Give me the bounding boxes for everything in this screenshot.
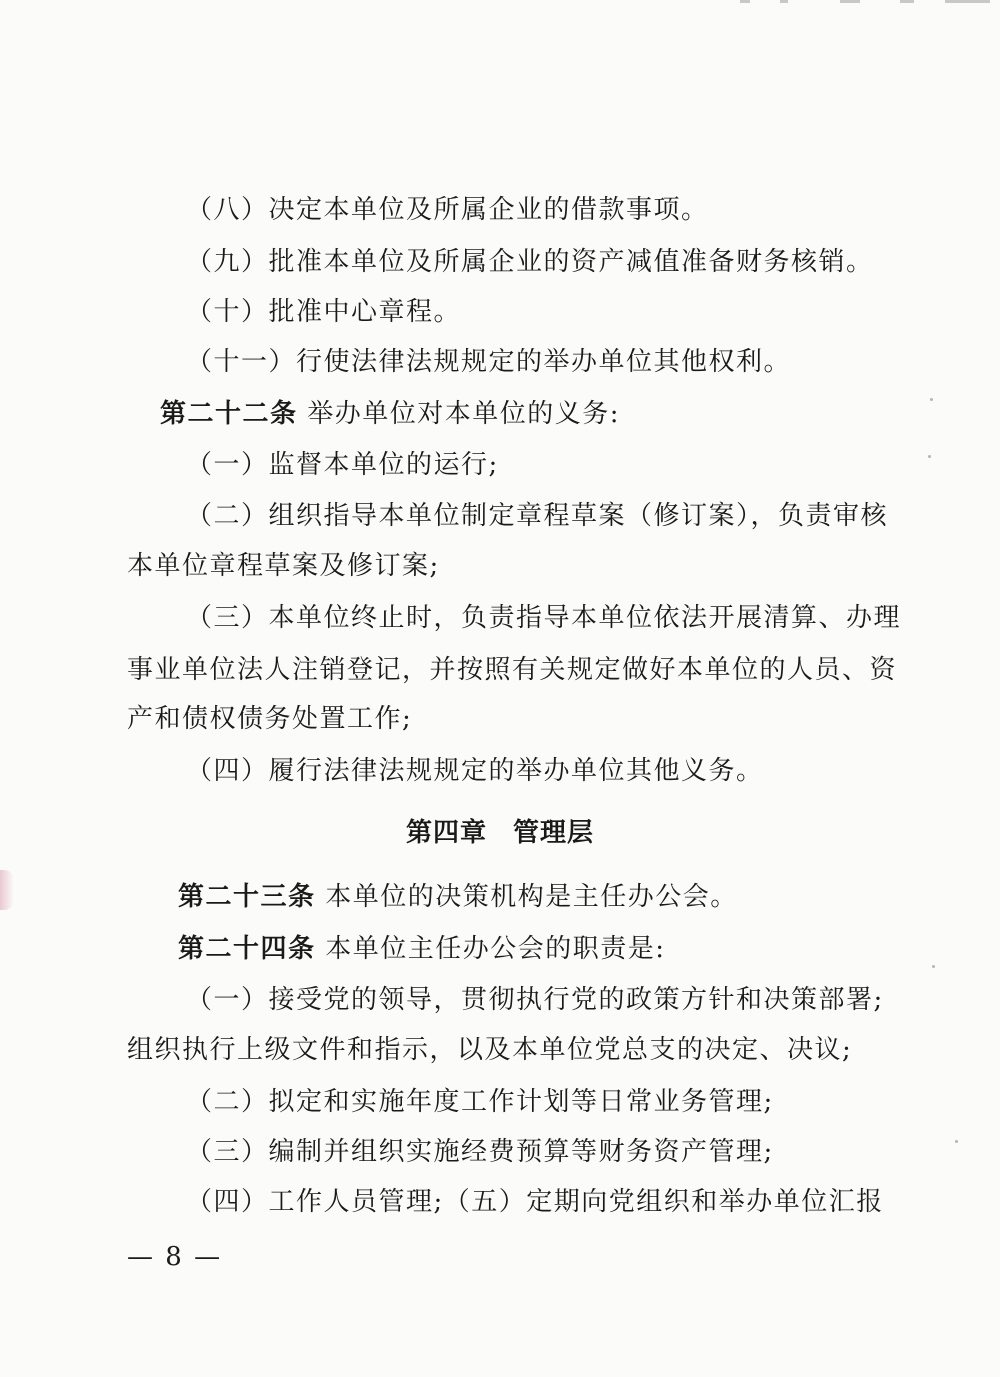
page-number: — 8 — — [127, 1242, 223, 1272]
scan-speck — [930, 398, 933, 401]
article-24-item-4-5: （四）工作人员管理;（五）定期向党组织和举办单位汇报 — [186, 1187, 884, 1217]
scan-stain-mark — [0, 870, 14, 910]
article-24-item-3: （三）编制并组织实施经费预算等财务资产管理; — [186, 1137, 774, 1167]
item-11: （十一）行使法律法规规定的举办单位其他权利。 — [186, 347, 792, 377]
article-24-label: 第二十四条 — [178, 934, 316, 964]
item-9: （九）批准本单位及所属企业的资产减值准备财务核销。 — [186, 247, 874, 277]
article-22-item-3: （三）本单位终止时，负责指导本单位依法开展清算、办理 — [186, 603, 902, 633]
item-10: （十）批准中心章程。 — [186, 297, 462, 327]
article-23 — [178, 880, 858, 914]
article-22-item-1: （一）监督本单位的运行; — [186, 450, 499, 480]
article-22-label: 第二十二条 — [160, 399, 298, 429]
article-24 — [178, 932, 858, 966]
scan-edge-marks — [700, 0, 1000, 6]
article-22-text: 举办单位对本单位的义务: — [307, 399, 621, 429]
article-24-item-2: （二）拟定和实施年度工作计划等日常业务管理; — [186, 1087, 774, 1117]
chapter-title: 管理层 — [513, 818, 595, 848]
scan-speck — [955, 1140, 958, 1143]
chapter-heading — [0, 816, 1000, 850]
article-22-item-2: （二）组织指导本单位制定章程草案（修订案），负责审核 — [186, 501, 889, 531]
article-24-item-1-cont: 组织执行上级文件和指示，以及本单位党总支的决定、决议; — [127, 1035, 853, 1065]
article-22-item-4: （四）履行法律法规规定的举办单位其他义务。 — [186, 756, 764, 786]
article-24-item-1: （一）接受党的领导，贯彻执行党的政策方针和决策部署; — [186, 985, 884, 1015]
article-22 — [160, 397, 860, 431]
chapter-number: 第四章 — [405, 818, 487, 848]
article-23-label: 第二十三条 — [178, 882, 316, 912]
article-22-item-3-cont2: 产和债权债务处置工作; — [127, 704, 413, 734]
article-22-item-3-cont1: 事业单位法人注销登记，并按照有关规定做好本单位的人员、资 — [127, 655, 898, 685]
item-8: （八）决定本单位及所属企业的借款事项。 — [186, 195, 709, 225]
article-23-text: 本单位的决策机构是主任办公会。 — [325, 882, 738, 912]
scan-speck — [932, 965, 935, 968]
scan-speck — [928, 455, 931, 458]
article-22-item-2-cont: 本单位章程草案及修订案; — [127, 551, 440, 581]
article-24-text: 本单位主任办公会的职责是: — [325, 934, 666, 964]
